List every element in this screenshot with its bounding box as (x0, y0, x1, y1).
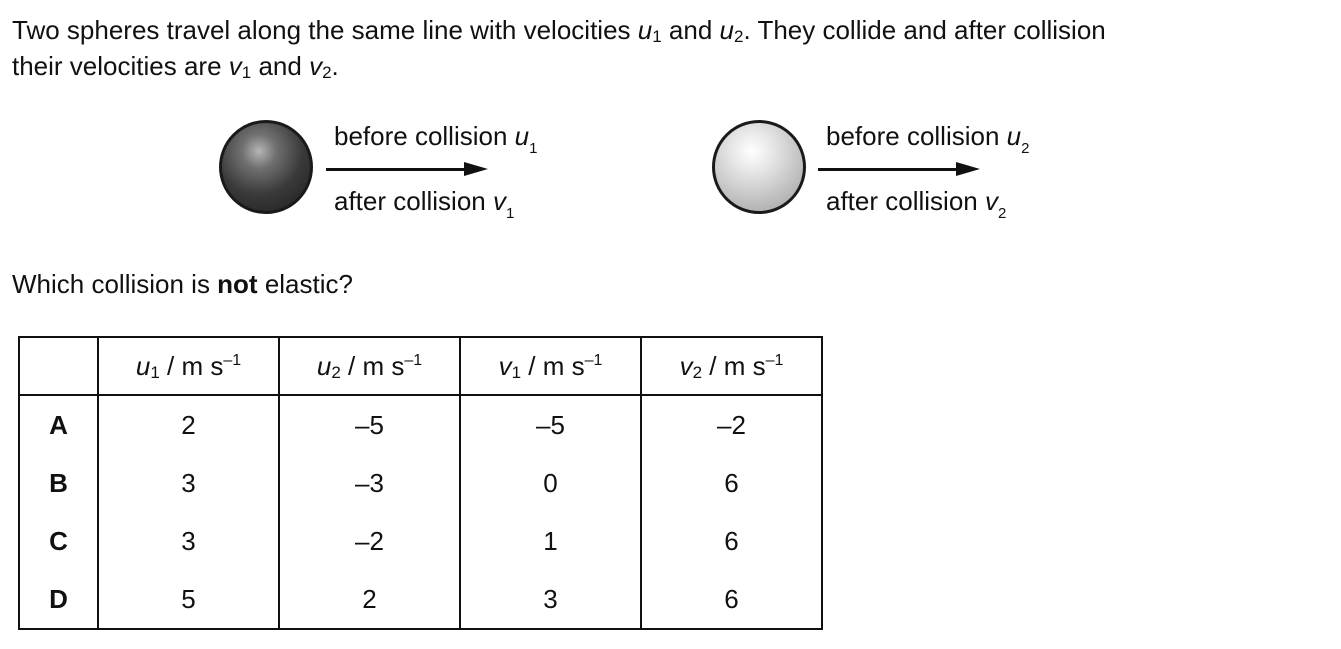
after-text: after collision (334, 186, 493, 216)
row-label: A (19, 395, 98, 454)
cell-u1: 5 (98, 570, 279, 629)
sphere-2-light (712, 120, 806, 214)
cell-u2: –3 (279, 454, 460, 512)
var-u1: u (637, 15, 653, 45)
question-text-a: Which collision is (12, 269, 218, 299)
question-text (12, 268, 353, 300)
cell-v2: 6 (641, 454, 822, 512)
arrow-shaft (326, 168, 466, 171)
intro-line-1-text (12, 12, 1106, 48)
intro-text-d: their velocities are (12, 51, 229, 81)
sphere-1-dark (219, 120, 313, 214)
sphere-2-before-label (826, 121, 1030, 157)
options-table (18, 336, 823, 630)
arrow-head-icon (464, 162, 488, 176)
sub-u2: 2 (734, 27, 744, 46)
header-var: u (316, 350, 332, 381)
row-label: B (19, 454, 98, 512)
header-sub: 2 (692, 362, 703, 382)
sub-u1: 1 (652, 27, 662, 46)
intro-text-e: and (251, 51, 310, 81)
cell-v2: 6 (641, 512, 822, 570)
before-text: before collision (826, 121, 1007, 151)
header-empty-cell (19, 337, 98, 395)
question-text-b: elastic? (257, 269, 353, 299)
question-bold: not (217, 269, 258, 299)
cell-u2: 2 (279, 570, 460, 629)
var-u2: u (719, 15, 734, 45)
arrow-shaft (818, 168, 958, 171)
cell-u1: 2 (98, 395, 279, 454)
table-header-row (19, 337, 822, 395)
cell-v1: –5 (460, 395, 641, 454)
before-var: u (1006, 121, 1022, 151)
header-var: u (135, 350, 151, 381)
header-exp: –1 (765, 351, 784, 369)
header-u1 (98, 337, 279, 395)
cell-v2: 6 (641, 570, 822, 629)
header-u2 (279, 337, 460, 395)
cell-u1: 3 (98, 454, 279, 512)
cell-u2: –2 (279, 512, 460, 570)
header-sub: 2 (331, 362, 341, 382)
cell-u2: –5 (279, 395, 460, 454)
before-sub: 1 (529, 140, 538, 157)
cell-v1: 0 (460, 454, 641, 512)
header-v2 (641, 337, 822, 395)
arrow-head-icon (956, 162, 980, 176)
table-row (19, 512, 822, 570)
header-var: v (498, 350, 512, 381)
table-row (19, 570, 822, 629)
header-exp: –1 (223, 351, 242, 369)
intro-text-b: and (661, 15, 720, 45)
intro-line-1 (12, 12, 1337, 48)
intro-text-c: . They collide and after collision (743, 15, 1106, 45)
sphere-1-before-label (334, 121, 538, 157)
after-sub: 2 (997, 205, 1007, 222)
after-text: after collision (826, 186, 985, 216)
header-sub: 1 (511, 362, 522, 382)
header-unit: / m s (702, 350, 766, 381)
table-row (19, 395, 822, 454)
intro-line-2 (12, 48, 1337, 84)
header-exp: –1 (584, 351, 603, 369)
cell-v1: 1 (460, 512, 641, 570)
header-var: v (679, 350, 693, 381)
before-var: u (514, 121, 530, 151)
intro-text-f: . (331, 51, 339, 81)
cell-u1: 3 (98, 512, 279, 570)
header-unit: / m s (159, 350, 224, 381)
header-exp: –1 (404, 351, 423, 369)
header-sub: 1 (150, 362, 160, 382)
cell-v1: 3 (460, 570, 641, 629)
header-unit: / m s (521, 350, 585, 381)
var-v1: v (228, 51, 242, 81)
header-v1 (460, 337, 641, 395)
sub-v2: 2 (322, 63, 332, 82)
intro-text-a: Two spheres travel along the same line with velocities (12, 15, 638, 45)
after-var: v (492, 186, 506, 216)
table-row (19, 454, 822, 512)
sphere-1-after-label (334, 186, 515, 222)
row-label: C (19, 512, 98, 570)
row-label: D (19, 570, 98, 629)
var-v2: v (309, 51, 323, 81)
problem-intro (12, 12, 1337, 84)
after-var: v (984, 186, 998, 216)
header-unit: / m s (340, 350, 405, 381)
sub-v1: 1 (241, 63, 252, 82)
before-sub: 2 (1021, 140, 1030, 157)
before-text: before collision (334, 121, 515, 151)
after-sub: 1 (505, 205, 515, 222)
cell-v2: –2 (641, 395, 822, 454)
sphere-2-after-label (826, 186, 1007, 222)
